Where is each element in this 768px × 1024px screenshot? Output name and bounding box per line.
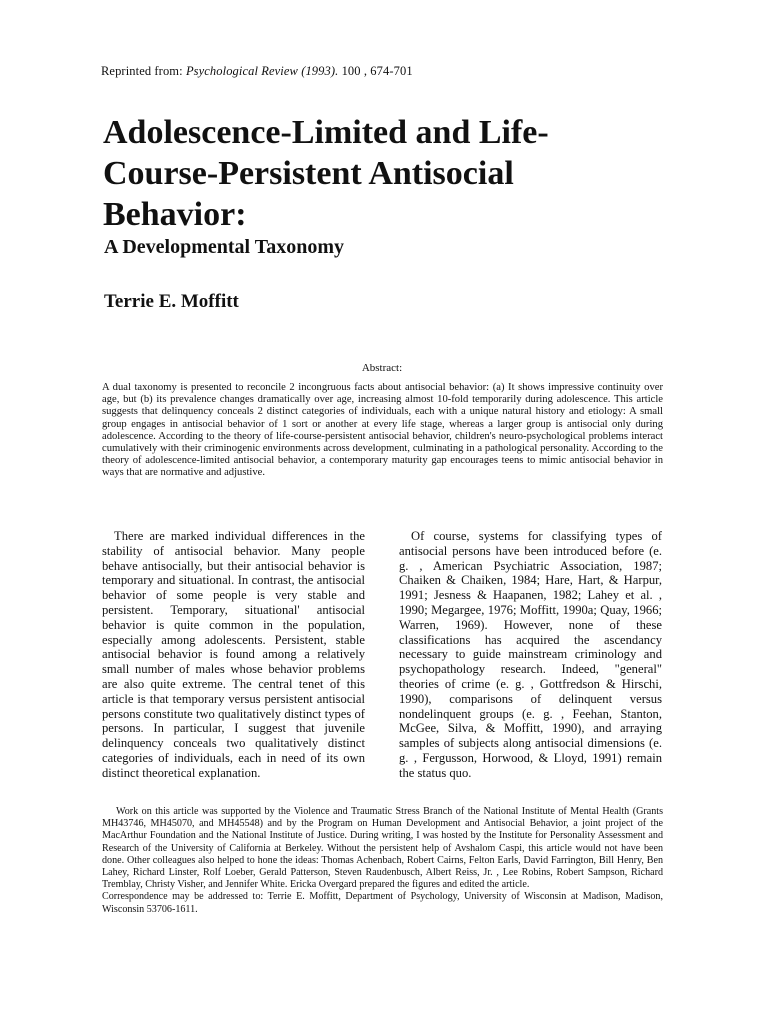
body-left-column: There are marked individual differences in the stability of antisocial behavior. Many people behave antisocially, but their antisocial behavior is temporary and situational. In contrast, the antisocial behavior of some people is very stable and persistent. Temporary, situational' antisocial behavior is quite common in the population, especially among adolescents. Persistent, stable antisocial behavior is found among a relatively small number of males whose behavior problems are also quite extreme. The central tenet of this article is that temporary versus persistent antisocial persons constitute two qualitatively distinct types of persons. In particular, I suggest that juvenile delinquency conceals two qualitatively distinct categories of individuals, each in need of its own distinct theoretical explanation. xyxy=(102,529,365,780)
article-subtitle: A Developmental Taxonomy xyxy=(104,236,345,258)
abstract-heading: Abstract: xyxy=(361,362,403,374)
reprint-prefix: Reprinted from: xyxy=(101,64,183,78)
volume-pages: 100 , 674-701 xyxy=(341,64,413,78)
footnote xyxy=(102,806,663,916)
article-title: Adolescence-Limited and Life-Course-Persistent Antisocial Behavior: xyxy=(103,114,549,233)
acknowledgment-note: Work on this article was supported by the Violence and Traumatic Stress Branch of the National Institute of Mental Health (Grants MH43746, MH45070, and MH45548) and by the Program on Human Development and Antisocial Behavior, a joint project of the MacArthur Foundation and the National Institute of Justice. During writing, I was hosted by the Institute for Personality Assessment and Research of the University of California at Berkeley. Without the persistent help of Avshalom Caspi, this article would not have been done. Other colleagues also helped to hone the ideas: Thomas Achenbach, Robert Cairns, Felton Earls, David Farrington, Bill Henry, Ben Lahey, Richard Linster, Rolf Loeber, Gerald Patterson, Steven Raudenbusch, Albert Reiss, Jr. , Lee Robins, Robert Sampson, Richard Tremblay, Christy Visher, and Jennifer White. Ericka Overgard prepared the figures and edited the article. xyxy=(102,806,663,891)
journal-name: Psychological Review (1993). xyxy=(185,64,339,78)
reprint-citation xyxy=(101,64,413,79)
abstract-text: A dual taxonomy is presented to reconcile 2 incongruous facts about antisocial behavior: (a) It shows impressive continuity over age, but (b) its prevalence changes dramatically over age, increasing almost 10-fold temporarily during adolescence. This article suggests that delinquency conceals 2 distinct categories of individuals, each with a unique natural history and etiology: A small group engages in antisocial behavior of 1 sort or another at every life stage, whereas a larger group is antisocial only during adolescence. According to the theory of life-course-persistent antisocial behavior, children's neuro-psychological problems interact cumulatively with their criminogenic environments across development, culminating in a pathological personality. According to the theory of adolescence-limited antisocial behavior, a contemporary maturity gap encourages teens to mimic antisocial behavior in ways that are normative and adjustive. xyxy=(102,382,663,479)
author-name: Terrie E. Moffitt xyxy=(104,291,239,312)
body-right-column: Of course, systems for classifying types of antisocial persons have been introduced before (e. g. , American Psychiatric Association, 1987; Chaiken & Chaiken, 1984; Hare, Hart, & Harpur, 1991; Jesness & Haapanen, 1982; Lahey et al. , 1990; Megargee, 1976; Moffitt, 1990a; Quay, 1966; Warren, 1969). However, none of these classifications has acquired the ascendancy necessary to guide mainstream criminology and psychopathology research. Indeed, "general" theories of crime (e. g. , Gottfredson & Hirschi, 1990), comparisons of delinquent versus nondelinquent groups (e. g. , Feehan, Stanton, McGee, Silva, & Moffitt, 1990), and arraying samples of subjects along antisocial dimensions (e. g. , Fergusson, Horwood, & Lloyd, 1991) remain the status quo. xyxy=(399,529,662,780)
correspondence-note: Correspondence may be addressed to: Terrie E. Moffitt, Department of Psychology, University of Wisconsin at Madison, Madison, Wisconsin 53706-1611. xyxy=(102,891,663,915)
